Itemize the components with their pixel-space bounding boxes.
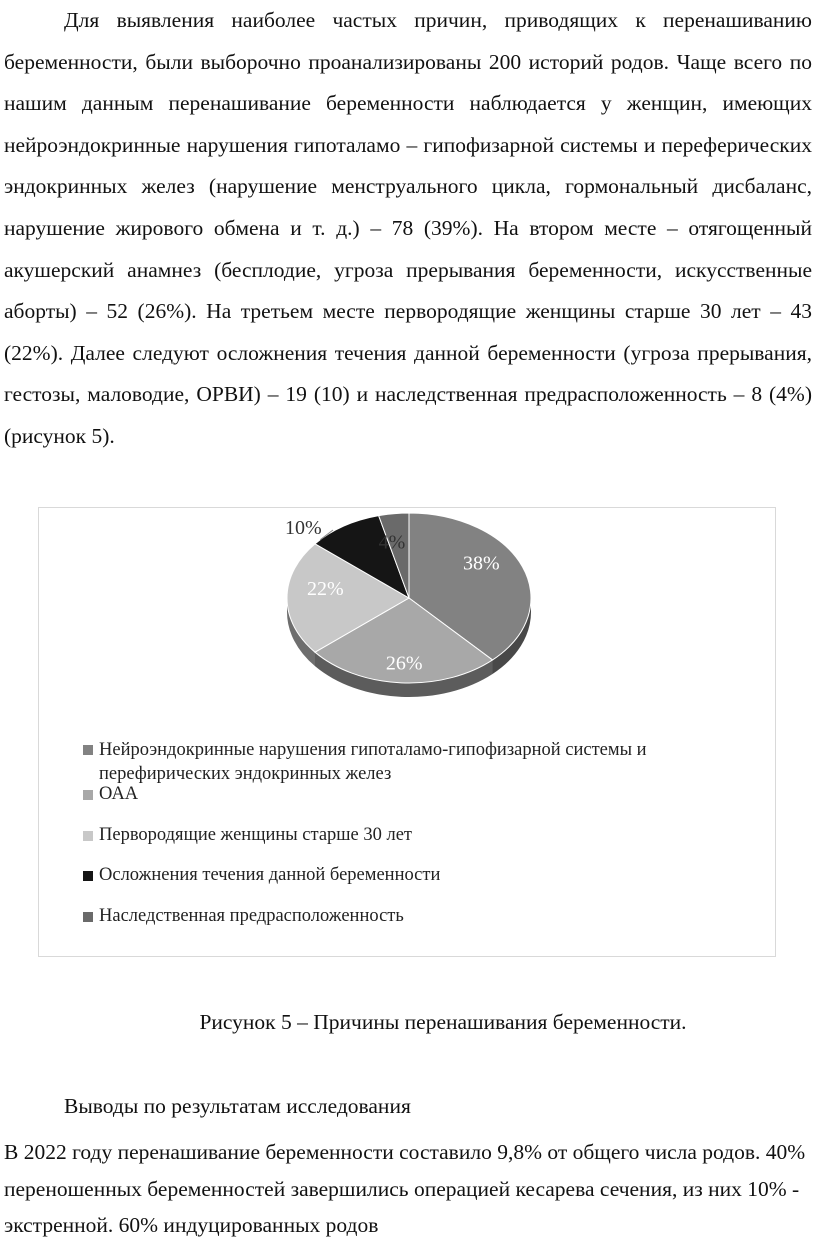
legend-item-oaa bbox=[83, 783, 138, 805]
figure-caption: Рисунок 5 – Причины перенашивания беременности. bbox=[199, 1010, 687, 1034]
legend-label: Первородящие женщины старше 30 лет bbox=[99, 825, 413, 845]
pie-chart bbox=[38, 507, 776, 957]
label-neuroendocrine: 38% bbox=[462, 552, 500, 575]
legend-label: Нейроэндокринные нарушения гипоталамо-гипофизарной системы и перефирических эндокринных желез bbox=[99, 740, 647, 784]
legend-item-primiparous bbox=[83, 824, 412, 846]
legend-item-heredity bbox=[83, 905, 404, 927]
pie-chart-canvas bbox=[39, 508, 775, 956]
legend-label: Осложнения течения данной беременности bbox=[99, 865, 441, 885]
legend-swatch bbox=[83, 745, 93, 755]
section-heading: Выводы по результатам исследования bbox=[64, 1094, 411, 1118]
legend-item-complications bbox=[83, 864, 440, 886]
legend-swatch bbox=[83, 790, 93, 800]
label-complications: 10% bbox=[285, 517, 322, 539]
legend-label: ОАА bbox=[99, 784, 139, 804]
label-primiparous: 22% bbox=[307, 578, 344, 600]
body-paragraph-2: В 2022 году перенашивание беременности составило 9,8% от общего числа родов. 40% переношенных беременностей завершились операцией кесарева сечения, из них 10% - экстренной. 60% индуцированных родов bbox=[4, 1140, 806, 1237]
label-heredity: 4% bbox=[378, 531, 406, 554]
legend-label: Наследственная предрасположенность bbox=[99, 906, 404, 926]
legend-item-neuroendocrine bbox=[83, 738, 739, 786]
legend-swatch bbox=[83, 912, 93, 922]
label-oaa: 26% bbox=[385, 652, 423, 675]
body-paragraph-1: Для выявления наиболее частых причин, приводящих к перенашиванию беременности, были выборочно проанализированы 200 историй родов. Чаще всего по нашим данным перенашивание беременности наблюдается у женщин, имеющих нейроэндокринные нарушения гипоталамо – гипофизарной системы и переферических эндокринных желез (нарушение менструального цикла, гормональный дисбаланс, нарушение жирового обмена и т. д.) – 78 (39%). На втором месте – отягощенный акушерский анамнез (бесплодие, угроза прерывания беременности, искусственные аборты) – 52 (26%). На третьем месте первородящие женщины старше 30 лет – 43 (22%). Далее следуют осложнения течения данной беременности (угроза прерывания, гестозы, маловодие, ОРВИ) – 19 (10) и наследственная предрасположенность – 8 (4%) (рисунок 5). bbox=[4, 8, 812, 448]
legend-swatch bbox=[83, 871, 93, 881]
legend-swatch bbox=[83, 831, 93, 841]
